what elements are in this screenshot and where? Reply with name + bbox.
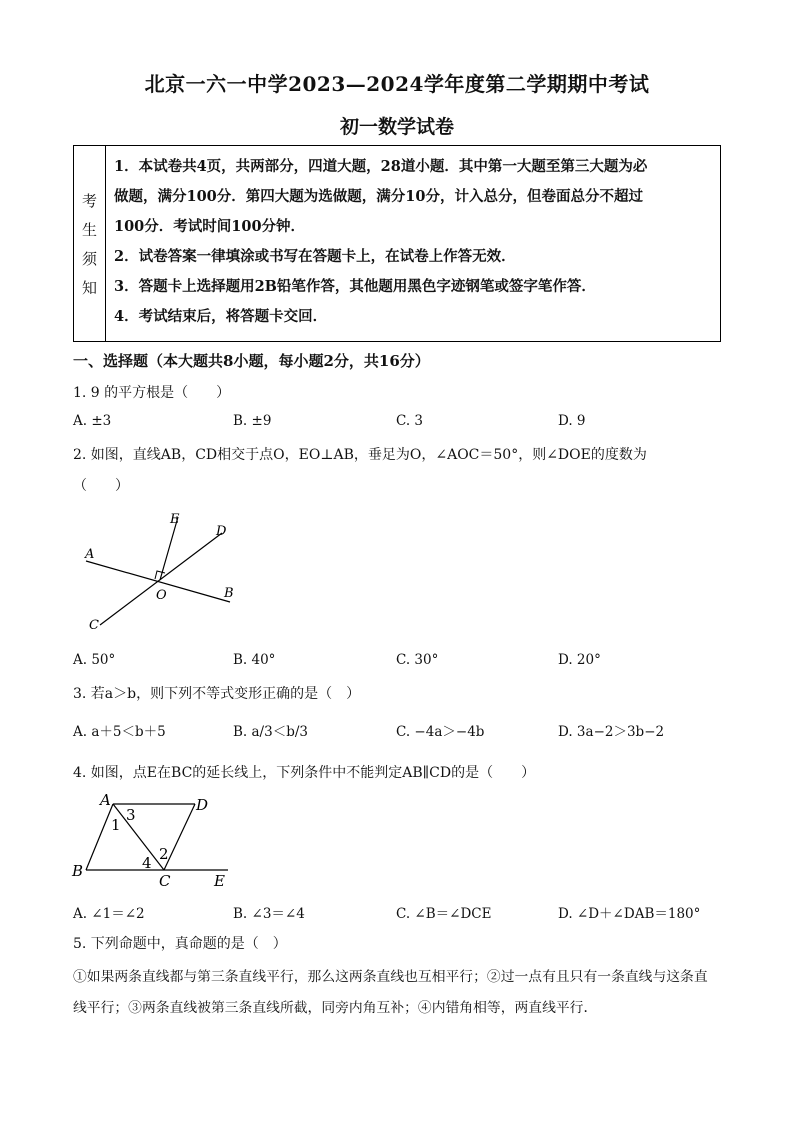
notice-rule: 2．试卷答案一律填涂或书写在答题卡上，在试卷上作答无效． bbox=[114, 248, 516, 265]
notice-label-char: 生 bbox=[81, 220, 97, 239]
question-5-stem: 5. 下列命题中，真命题的是（ ） bbox=[73, 936, 287, 952]
notice-rule: 做题，满分100分．第四大题为选做题，满分10分，计入总分，但卷面总分不超过 bbox=[114, 188, 643, 205]
q3-option-d: D. 3a−2＞3b−2 bbox=[558, 724, 665, 740]
q4-option-a: A. ∠1＝∠2 bbox=[73, 906, 145, 922]
line-cd bbox=[100, 533, 222, 625]
segment-dc bbox=[164, 804, 195, 870]
q1-option-c: C. 3 bbox=[396, 413, 424, 429]
q2-option-a: A. 50° bbox=[73, 652, 116, 668]
label-b: B bbox=[72, 862, 84, 880]
notice-rule: 3．答题卡上选择题用2B铅笔作答，其他题用黑色字迹钢笔或签字笔作答． bbox=[114, 278, 596, 295]
segment-ab bbox=[86, 804, 113, 870]
question-5-body-cont: 线平行；③两条直线被第三条直线所截，同旁内角互补；④内错角相等，两直线平行． bbox=[73, 1000, 598, 1016]
question-1-stem: 1. 9 的平方根是（ ） bbox=[73, 385, 231, 401]
exam-notice-box bbox=[73, 145, 721, 342]
label-b: B bbox=[224, 586, 234, 601]
q4-option-c: C. ∠B＝∠DCE bbox=[396, 906, 492, 922]
q2-figure bbox=[80, 505, 250, 635]
q2-option-b: B. 40° bbox=[233, 652, 276, 668]
notice-rule: 100分．考试时间100分钟． bbox=[114, 218, 306, 235]
q3-option-a: A. a＋5＜b＋5 bbox=[73, 724, 166, 740]
q1-option-b: B. ±9 bbox=[233, 413, 272, 429]
angle-2-label: 2 bbox=[159, 845, 169, 863]
angle-3-label: 3 bbox=[126, 806, 136, 824]
q4-option-d: D. ∠D＋∠DAB＝180° bbox=[558, 906, 701, 922]
label-c: C bbox=[159, 872, 171, 890]
angle-4-label: 4 bbox=[142, 854, 152, 872]
question-4-stem: 4. 如图，点E在BC的延长线上，下列条件中不能判定AB∥CD的是（ ） bbox=[73, 765, 536, 781]
label-o: O bbox=[156, 588, 167, 603]
notice-rule: 4．考试结束后，将答题卡交回． bbox=[114, 308, 328, 325]
notice-label-char: 知 bbox=[81, 278, 97, 297]
label-c: C bbox=[89, 618, 99, 633]
q2-option-d: D. 20° bbox=[558, 652, 601, 668]
q1-option-a: A. ±3 bbox=[73, 413, 112, 429]
question-3-stem: 3. 若a＞b，则下列不等式变形正确的是（ ） bbox=[73, 686, 361, 702]
label-e: E bbox=[170, 512, 180, 527]
label-d: D bbox=[196, 796, 209, 814]
q1-option-d: D. 9 bbox=[558, 413, 586, 429]
q2-option-c: C. 30° bbox=[396, 652, 439, 668]
notice-rule: 1．本试卷共4页，共两部分，四道大题，28道小题．其中第一大题至第三大题为必 bbox=[114, 158, 648, 175]
angle-1-label: 1 bbox=[111, 816, 121, 834]
question-2-stem: 2. 如图，直线AB，CD相交于点O，EO⊥AB，垂足为O，∠AOC＝50°，则∠DOE的度数为 bbox=[73, 447, 647, 463]
notice-label-char: 须 bbox=[81, 249, 97, 268]
q4-figure bbox=[70, 790, 240, 890]
question-2-stem-cont: （ ） bbox=[73, 478, 129, 494]
q3-option-c: C. −4a＞−4b bbox=[396, 724, 485, 740]
section-heading: 一、选择题（本大题共8小题，每小题2分，共16分） bbox=[73, 352, 430, 370]
label-d: D bbox=[216, 524, 227, 539]
q3-option-b: B. a/3＜b/3 bbox=[233, 724, 308, 740]
exam-subtitle: 初一数学试卷 bbox=[339, 116, 454, 138]
notice-label-char: 考 bbox=[81, 191, 97, 210]
notice-rules bbox=[114, 152, 710, 332]
notice-label bbox=[74, 146, 106, 341]
label-a: A bbox=[100, 791, 111, 809]
label-a: A bbox=[85, 547, 95, 562]
segment-ac bbox=[113, 804, 164, 870]
exam-title: 北京一六一中学2023—2024学年度第二学期期中考试 bbox=[144, 72, 650, 96]
q4-option-b: B. ∠3＝∠4 bbox=[233, 906, 305, 922]
question-5-body: ①如果两条直线都与第三条直线平行，那么这两条直线也互相平行；②过一点有且只有一条直线与这条直 bbox=[73, 969, 708, 985]
label-e: E bbox=[214, 872, 225, 890]
